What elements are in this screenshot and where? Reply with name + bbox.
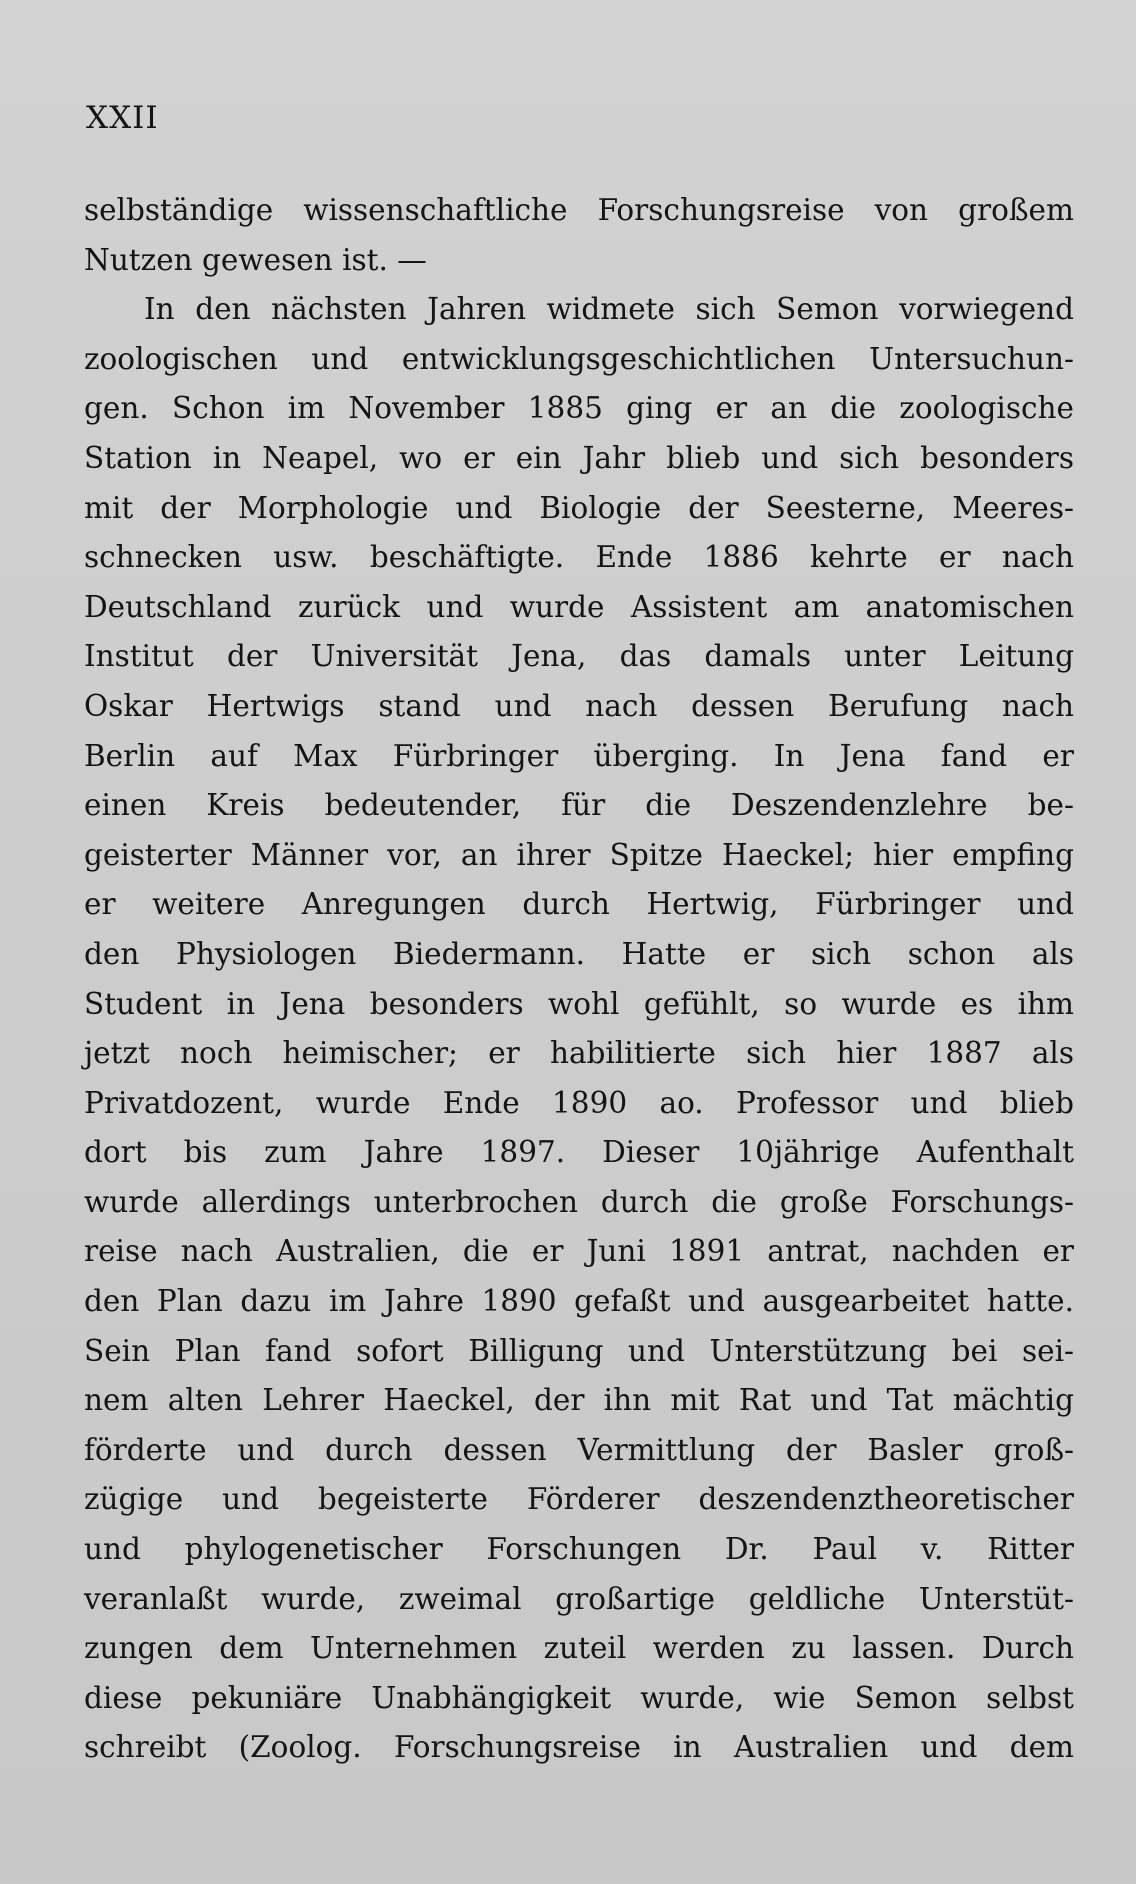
text-line: geisterter Männer vor, an ihrer Spitze Haeckel; hier empfing [84,837,1074,872]
text-line: gen. Schon im November 1885 ging er an die zoologische [84,391,1074,426]
text-line: den Physiologen Biedermann. Hatte er sich schon als [84,936,1074,971]
text-line: Deutschland zurück und wurde Assistent am anatomischen [84,589,1074,624]
text-line: veranlaßt wurde, zweimal großartige geldliche Unterstüt- [84,1581,1074,1616]
text-line: Sein Plan fand sofort Billigung und Unterstützung bei sei- [84,1333,1074,1368]
text-line: er weitere Anregungen durch Hertwig, Fürbringer und [84,887,1074,922]
text-line: jetzt noch heimischer; er habilitierte sich hier 1887 als [84,1036,1074,1071]
body-text [84,186,1074,1773]
text-line: nem alten Lehrer Haeckel, der ihn mit Rat und Tat mächtig [84,1383,1074,1418]
text-line: zügige und begeisterte Förderer deszendenztheoretischer [84,1482,1074,1517]
text-line: Berlin auf Max Fürbringer überging. In Jena fand er [84,738,1074,773]
text-line: In den nächsten Jahren widmete sich Semon vorwiegend [144,292,1074,327]
text-line: schreibt (Zoolog. Forschungsreise in Australien und dem [84,1730,1074,1765]
text-line: Privatdozent, wurde Ende 1890 ao. Professor und blieb [84,1085,1074,1120]
text-line: zoologischen und entwicklungsgeschichtlichen Untersuchun- [84,341,1074,376]
text-line: dort bis zum Jahre 1897. Dieser 10jährige Aufenthalt [84,1135,1074,1170]
text-line: mit der Morphologie und Biologie der Seesterne, Meeres- [84,490,1074,525]
text-line: wurde allerdings unterbrochen durch die große Forschungs- [84,1184,1074,1219]
text-line: zungen dem Unternehmen zuteil werden zu lassen. Durch [84,1631,1074,1666]
text-line: förderte und durch dessen Vermittlung der Basler groß- [84,1432,1074,1467]
text-line: schnecken usw. beschäftigte. Ende 1886 kehrte er nach [84,540,1074,575]
text-line: und phylogenetischer Forschungen Dr. Paul v. Ritter [84,1532,1074,1567]
text-line: Nutzen gewesen ist. — [84,242,427,277]
text-line: den Plan dazu im Jahre 1890 gefaßt und ausgearbeitet hatte. [84,1284,1074,1319]
text-line: Station in Neapel, wo er ein Jahr blieb und sich besonders [84,440,1074,475]
text-line: Oskar Hertwigs stand und nach dessen Berufung nach [84,688,1074,723]
text-line: selbständige wissenschaftliche Forschungsreise von großem [84,193,1074,227]
page-number: XXII [86,100,159,136]
text-line: Student in Jena besonders wohl gefühlt, so wurde es ihm [84,986,1074,1021]
text-line: diese pekuniäre Unabhängigkeit wurde, wie Semon selbst [84,1680,1074,1715]
text-line: reise nach Australien, die er Juni 1891 antrat, nachden er [84,1234,1074,1269]
text-line: einen Kreis bedeutender, für die Deszendenzlehre be- [84,788,1074,823]
text-line: Institut der Universität Jena, das damals unter Leitung [84,639,1074,674]
